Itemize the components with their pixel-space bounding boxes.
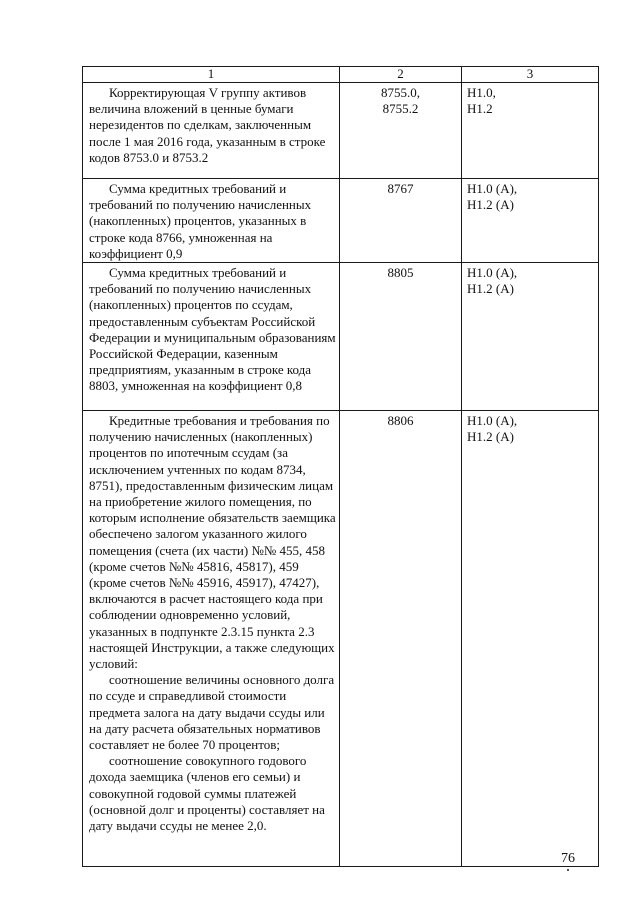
code-value: 8806	[387, 413, 414, 429]
row-description	[83, 83, 340, 179]
row-codes	[340, 179, 462, 263]
description-paragraph: Кредитные требования и требования по получению начисленных (накопленных) процентов по ипотечным ссудам (за исключением учтенных по кодам 8734, 8751), предоставленным физическим лицам на приобретение жилого помещения, по которым исполнение обязательств заемщика обеспечено залогом указанного жилого помещения (счета (их части) №№ 455, 458 (кроме счетов №№ 45816, 45817), 459 (кроме счетов №№ 45916, 45917), 47427), включаются в расчет настоящего кода при соблюдении одновременно условий, указанных в подпункте 2.3.15 пункта 2.3 настоящей Инструкции, а также следующих условий:	[89, 413, 336, 672]
row-norms	[462, 179, 599, 263]
table-header-row	[83, 67, 599, 83]
scan-speck	[567, 869, 569, 871]
description-paragraph: соотношение совокупного годового дохода заемщика (членов его семьи) и совокупной годовой суммы платежей (основной долг и проценты) составляет на дату выдачи ссуды не менее 2,0.	[89, 753, 325, 834]
row-codes	[340, 263, 462, 411]
code-value: 8767	[387, 181, 414, 196]
row-codes	[340, 83, 462, 179]
norm-value: Н1.2 (А)	[467, 197, 514, 213]
norm-value: Н1.2 (А)	[467, 281, 514, 297]
column-header-3: 3	[462, 67, 599, 83]
description-paragraph: Корректирующая V группу активов величина вложений в ценные бумаги нерезидентов по сделкам, заключенным после 1 мая 2016 года, указанным в строке кодов 8753.0 и 8753.2	[89, 85, 326, 165]
table-row	[83, 83, 599, 179]
norm-value: Н1.0,	[467, 85, 496, 100]
row-description	[83, 411, 340, 867]
norm-value: Н1.0 (А),	[467, 181, 518, 196]
norm-value: Н1.0 (А),	[467, 265, 518, 281]
page-number: 76	[561, 851, 575, 866]
norm-value: Н1.2	[467, 101, 493, 117]
row-description	[83, 179, 340, 263]
row-description	[83, 263, 340, 411]
norm-value: Н1.2 (А)	[467, 429, 514, 445]
description-paragraph: соотношение величины основного долга по ссуде и справедливой стоимости предмета залога на дату выдачи ссуды или на дату расчета обязательных нормативов составляет не более 70 процентов;	[89, 672, 335, 753]
table-row	[83, 411, 599, 867]
row-norms	[462, 263, 599, 411]
norm-value: Н1.0 (А),	[467, 413, 518, 429]
column-header-2: 2	[340, 67, 462, 83]
row-codes	[340, 411, 462, 867]
description-paragraph: Сумма кредитных требований и требований по получению начисленных (накопленных) процентов по ссудам, предоставленным субъектам Российской Федерации и муниципальным образованиям Российской Федерации, казенным предприятиям, указанным в строке кода 8803, умноженная на коэффициент 0,8	[89, 265, 336, 394]
description-paragraph: Сумма кредитных требований и требований по получению начисленных (накопленных) процентов, указанных в строке кода 8766, умноженная на коэффициент 0,9	[89, 181, 312, 261]
table-row	[83, 263, 599, 411]
code-value: 8755.0,	[381, 85, 420, 100]
document-table	[82, 66, 599, 867]
column-header-1: 1	[83, 67, 340, 83]
code-value: 8755.2	[382, 101, 419, 117]
row-norms	[462, 83, 599, 179]
code-value: 8805	[387, 265, 414, 281]
table-row	[83, 179, 599, 263]
row-norms	[462, 411, 599, 867]
